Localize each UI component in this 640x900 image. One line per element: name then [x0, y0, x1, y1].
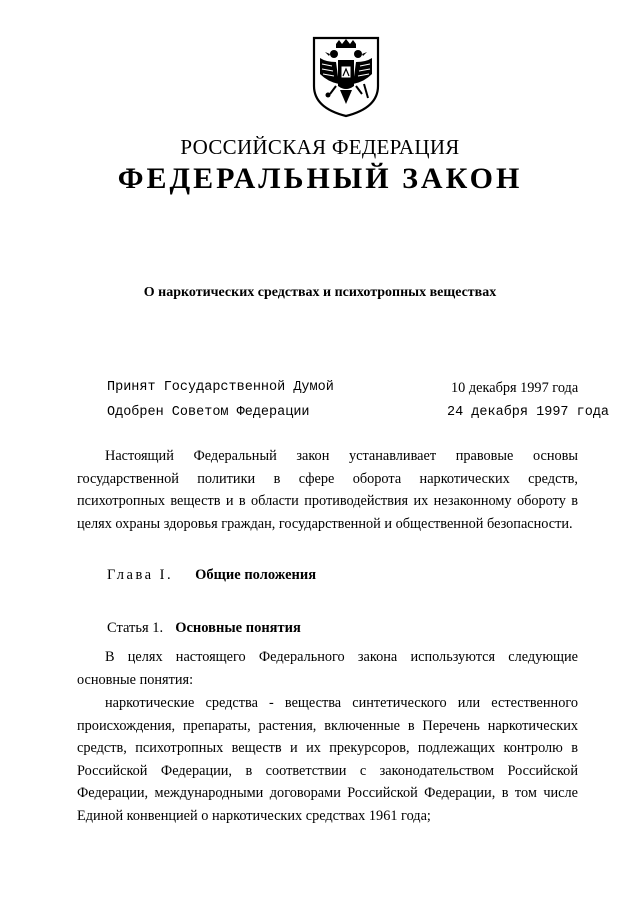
chapter-heading: [107, 567, 316, 584]
chapter-label: Глава I.: [107, 567, 174, 583]
preamble-paragraph: Настоящий Федеральный закон устанавливает правовые основы государственной политики в сфере оборота наркотических средств, психотропных веществ и в области противодействия их незаконному обороту в целях охраны здоровья граждан, государственной и общественной безопасности.: [77, 448, 578, 532]
law-type-heading: ФЕДЕРАЛЬНЫЙ ЗАКОН: [117, 162, 523, 195]
article-title: Основные понятия: [175, 620, 301, 636]
duma-adoption-label: Принят Государственной Думой: [107, 380, 334, 395]
chapter-title: Общие положения: [195, 567, 317, 583]
coat-of-arms-emblem: [306, 34, 386, 118]
country-name: РОССИЙСКАЯ ФЕДЕРАЦИЯ: [180, 135, 460, 159]
article-heading: [107, 620, 301, 637]
definition-narcotic-drugs: наркотические средства - вещества синтетического или естественного происхождения, препараты, растения, включенные в Перечень наркотических средств, психотропных веществ и их прекурсоров, подлежащих контролю в Российской Федерации, в соответствии с законодательством Российской Федерации, международными договорами Российской Федерации, в том числе Единой конвенцией о наркотических средствах 1961 года;: [77, 695, 578, 824]
article-intro-paragraph: В целях настоящего Федерального закона используются следующие основные понятия:: [77, 649, 578, 688]
duma-adoption-date: 10 декабря 1997 года: [451, 380, 579, 396]
law-title: О наркотических средствах и психотропных веществах: [143, 285, 497, 300]
council-approval-label: Одобрен Советом Федерации: [107, 405, 310, 420]
article-label: Статья 1.: [107, 620, 164, 636]
council-approval-date: 24 декабря 1997 года: [447, 405, 610, 420]
